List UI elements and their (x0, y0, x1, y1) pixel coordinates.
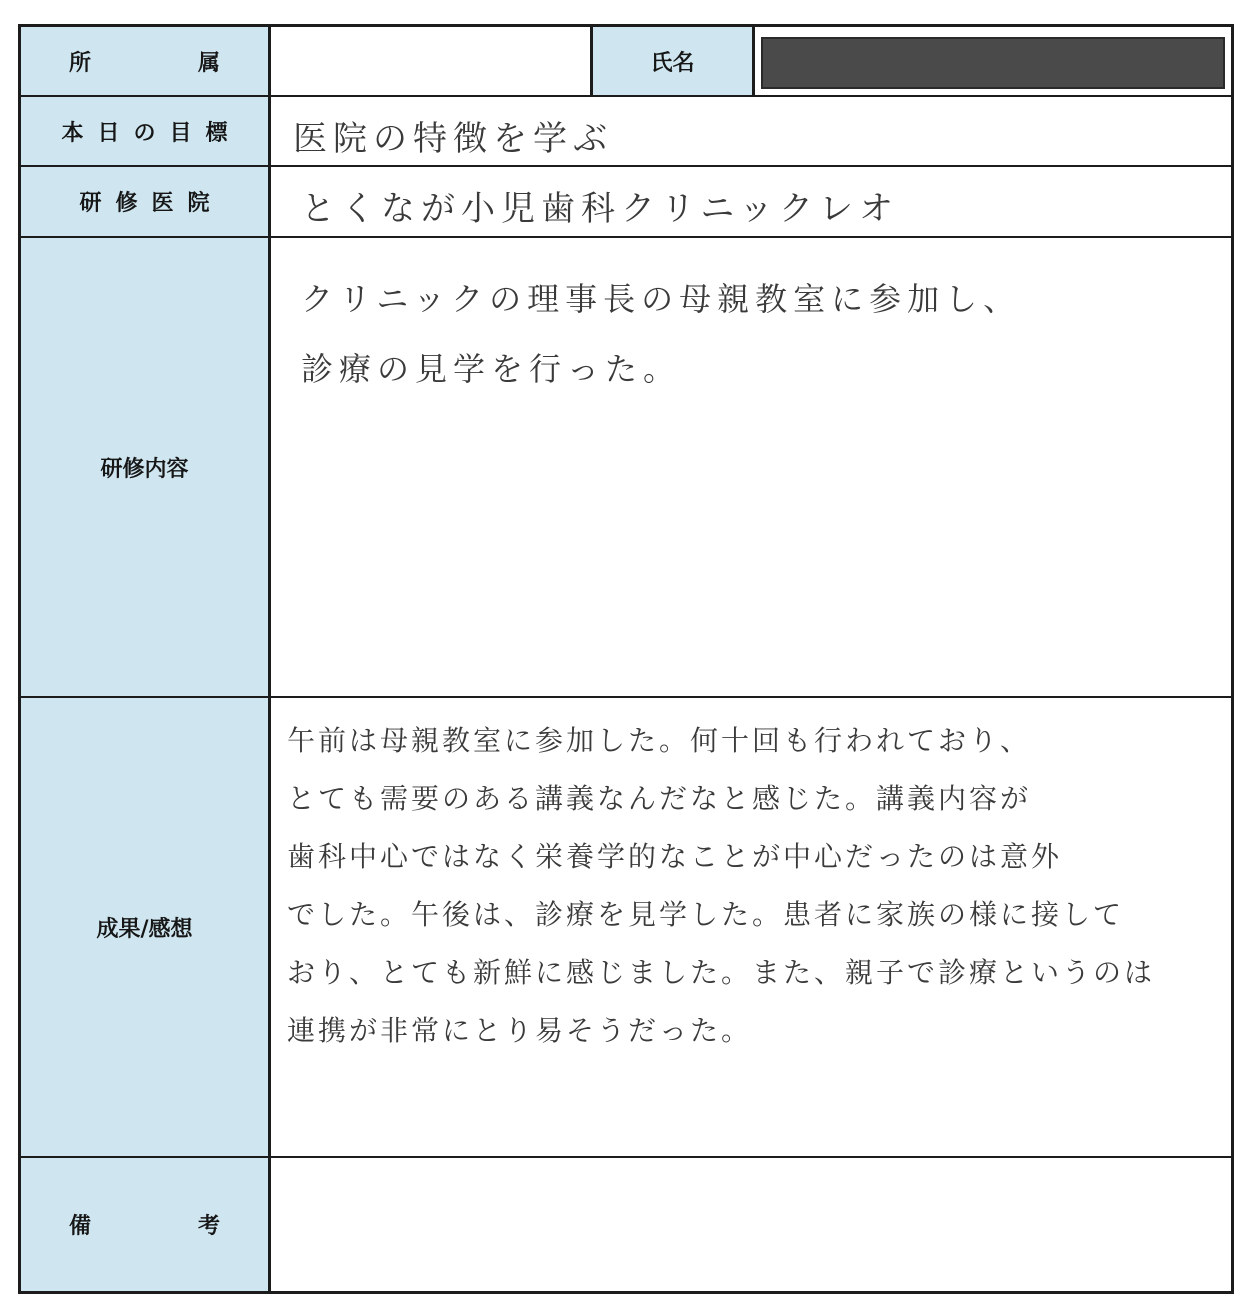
content-label: 研修内容 (21, 238, 271, 696)
goal-label: 本日の目標 (21, 97, 271, 165)
content-line: クリニックの理事長の母親教室に参加し、 (301, 280, 1022, 318)
affiliation-field[interactable] (271, 27, 593, 95)
goal-row (21, 97, 1231, 167)
result-line: 連携が非常にとり易そうだった。 (287, 1014, 753, 1047)
remarks-row (21, 1158, 1231, 1291)
clinic-label: 研修医院 (21, 167, 271, 236)
goal-field[interactable] (271, 97, 1231, 165)
affiliation-label-right: 属 (197, 50, 220, 76)
affiliation-label-left: 所 (69, 50, 92, 76)
goal-value: 医院の特徴を学ぶ (293, 119, 613, 159)
remarks-label (21, 1158, 271, 1291)
result-row (21, 698, 1231, 1158)
content-text (301, 264, 1207, 404)
clinic-value: とくなが小児歯科クリニックレオ (301, 189, 899, 229)
training-report-form (18, 24, 1234, 1294)
affiliation-name-row (21, 27, 1231, 97)
name-redaction-block (761, 37, 1225, 89)
result-label: 成果/感想 (21, 698, 271, 1156)
remarks-label-right: 考 (197, 1214, 220, 1239)
result-line: 午前は母親教室に参加した。何十回も行われており、 (287, 724, 1032, 757)
remarks-field[interactable] (271, 1158, 1231, 1291)
result-field[interactable] (271, 698, 1231, 1156)
result-line: おり、とても新鮮に感じました。また、親子で診療というのは (287, 956, 1156, 989)
clinic-row (21, 167, 1231, 238)
result-line: でした。午後は、診療を見学した。患者に家族の様に接して (287, 898, 1125, 931)
name-label: 氏名 (593, 27, 755, 95)
content-field[interactable] (271, 238, 1231, 696)
remarks-label-left: 備 (69, 1214, 92, 1239)
result-line: とても需要のある講義なんだなと感じた。講義内容が (287, 782, 1032, 815)
result-line: 歯科中心ではなく栄養学的なことが中心だったのは意外 (287, 840, 1063, 873)
name-field[interactable] (755, 27, 1231, 95)
clinic-field[interactable] (271, 167, 1231, 236)
content-line: 診療の見学を行った。 (301, 350, 682, 388)
result-text (287, 712, 1221, 1060)
affiliation-label (21, 27, 271, 95)
content-row (21, 238, 1231, 698)
